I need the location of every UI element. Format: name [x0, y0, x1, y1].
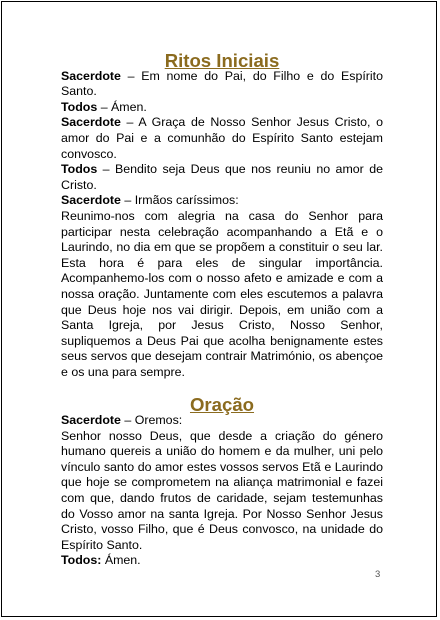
- paragraph-body: Reunimo-nos com alegria na casa do Senhor para participar nesta celebração acompanhando a Etã e o Laurindo, no dia em que se propõem a constituir o seu lar. Esta hora é para eles de singular importância. Acompanhemo-los com o nosso afeto e amizade e com a nossa oração. Juntamente com eles escutemos a palavra que Deus hoje nos vai dirigir. Depois, em união com a Santa Igreja, por Jesus Cristo, Nosso Senhor, supliquemos a Deus Pai que acolha benignamente estes seus servos que desejam contrair Matrimónio, os abençoe e os una para sempre.: [61, 208, 383, 379]
- speaker-label: Sacerdote: [61, 68, 121, 83]
- paragraph-text: – Irmãos caríssimos:: [120, 193, 239, 208]
- paragraph-text: Ámen.: [101, 553, 141, 568]
- paragraph: [61, 100, 383, 116]
- paragraph-text: – Em nome do Pai, do Filho e do Espírito Santo.: [61, 68, 383, 99]
- paragraph-text: – Ámen.: [97, 99, 147, 114]
- paragraph-body: Senhor nosso Deus, que desde a criação do género humano quereis a união do homem e da mulher, uni pelo vínculo santo do amor estes vossos servos Etã e Laurindo que hoje se comprometem na aliança matrimonial e fazei com que, dando frutos de caridade, sejam testemunhas do Vosso amor na santa Igreja. Por Nosso Senhor Jesus Cristo, vosso Filho, que é Deus convosco, na unidade do Espírito Santo.: [61, 428, 383, 552]
- paragraph: [61, 115, 383, 162]
- paragraph-text: – A Graça de Nosso Senhor Jesus Cristo, o amor do Pai e a comunhão do Espírito Santo estejam convosco.: [61, 115, 383, 161]
- section-heading-oracao: Oração: [189, 394, 255, 416]
- speaker-label: Sacerdote: [61, 193, 121, 208]
- page-content: [61, 50, 383, 569]
- page-number: 3: [375, 569, 381, 580]
- paragraph: [61, 69, 383, 100]
- paragraph: [61, 413, 383, 429]
- paragraph: [61, 553, 383, 569]
- speaker-label: Todos: [61, 99, 98, 114]
- paragraph: [61, 193, 383, 209]
- paragraph: [61, 162, 383, 193]
- paragraph-text: – Oremos:: [120, 413, 183, 428]
- speaker-label: Sacerdote: [61, 413, 121, 428]
- section-heading-ritos-iniciais: Ritos Iniciais: [164, 50, 280, 71]
- speaker-label: Sacerdote: [61, 115, 121, 130]
- document-page: [1, 1, 437, 617]
- speaker-label: Todos: [61, 162, 98, 177]
- paragraph-text: – Bendito seja Deus que nos reuniu no amor de Cristo.: [61, 162, 383, 192]
- speaker-label: Todos:: [61, 553, 102, 568]
